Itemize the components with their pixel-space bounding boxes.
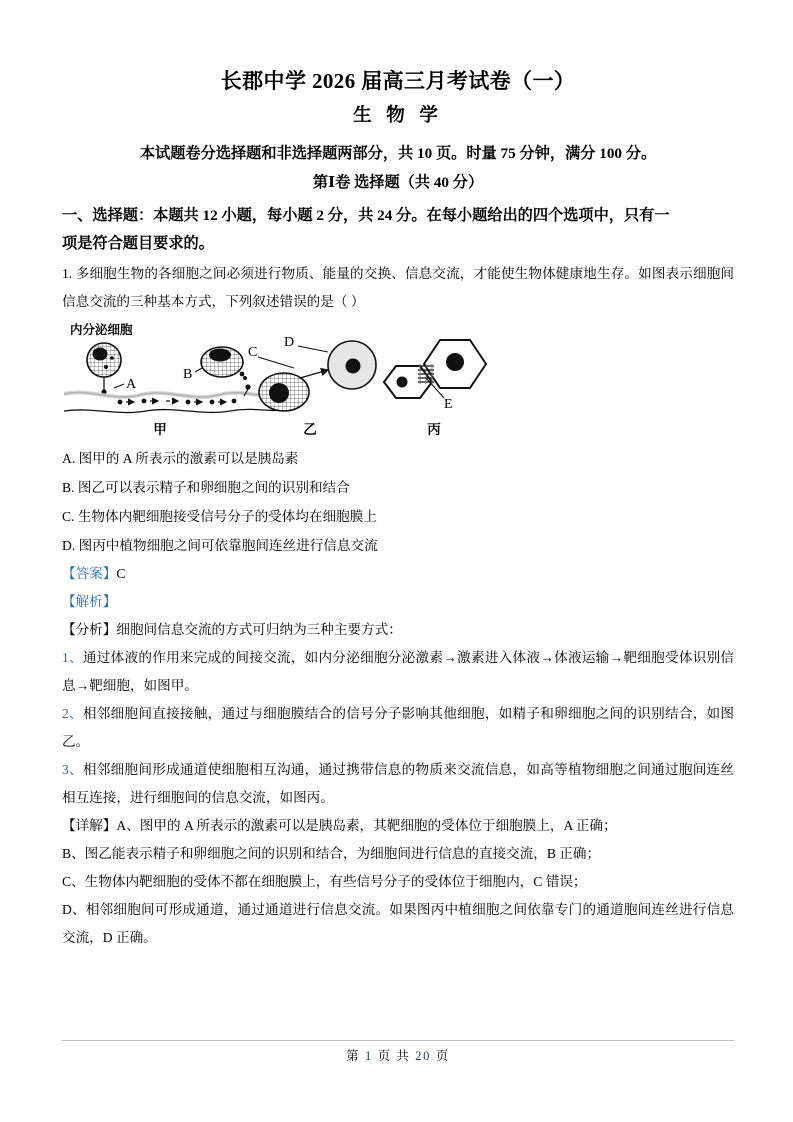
- subject-title: 生 物 学: [353, 106, 443, 126]
- section-heading: [62, 202, 734, 257]
- direct-contact-arrow: [300, 370, 328, 378]
- detail-a: [62, 812, 734, 840]
- figure-panel-caption-bing: 丙: [427, 422, 441, 437]
- explanation-line: [62, 588, 734, 616]
- option-a: [62, 444, 734, 473]
- option-c-key: C.: [62, 509, 75, 524]
- footer-total-pages: 20: [415, 1049, 431, 1063]
- analysis-point-2: [62, 700, 734, 756]
- leader-line-C: [258, 357, 294, 368]
- figure-panel-caption-yi: 乙: [303, 422, 317, 437]
- option-a-text: 图甲的 A 所表示的激素可以是胰岛素: [78, 451, 299, 466]
- receiving-cell-nucleus: [346, 359, 361, 374]
- endocrine-cell-body: [87, 343, 121, 377]
- signal-cell-nucleus: [269, 383, 289, 403]
- analysis-point-3: [62, 756, 734, 812]
- option-a-key: A.: [62, 451, 76, 466]
- answer-line: [62, 560, 734, 588]
- option-d-text: 图丙中植物细胞之间可依靠胞间连丝进行信息交流: [78, 538, 378, 553]
- figure-label-endocrine-cell: 内分泌细胞: [70, 323, 133, 337]
- part-header: 第Ⅰ卷 选择题（共 40 分）: [312, 174, 484, 191]
- leader-line-B: [195, 368, 202, 372]
- option-c-text: 生物体内靶细胞接受信号分子的受体均在细胞膜上: [77, 509, 377, 524]
- option-d-key: D.: [62, 538, 76, 553]
- question-stem-text: 多细胞生物的各细胞之间必须进行物质、能量的交换、信息交流，才能使生物体健康地生存。如图表示细胞间信息交流的三种基本方式，下列叙述错误的是（ ）: [62, 266, 734, 309]
- plasmodesmata: [418, 364, 434, 384]
- question-1-stem: [62, 260, 734, 316]
- analysis-point-1: [62, 644, 734, 700]
- question-number: 1.: [62, 266, 73, 281]
- footer-divider: [62, 1040, 734, 1041]
- receptor-dot-B: [240, 372, 245, 377]
- answer-value: C: [116, 566, 126, 581]
- option-d: [62, 531, 734, 560]
- option-c: [62, 502, 734, 531]
- analysis-intro: [62, 616, 734, 644]
- secretion-granule: [104, 365, 108, 369]
- detail-d: D、相邻细胞间可形成通道，通过通道进行信息交流。如果图丙中植细胞之间依靠专门的通道胞间连丝进行信息交流，D 正确。: [62, 902, 734, 945]
- section-heading-line2: 项是符合题目要求的。: [62, 234, 214, 252]
- vessel-wall-lower: [64, 409, 280, 412]
- page-title: 长郡中学 2026 届高三月考试卷（一）: [220, 69, 576, 93]
- plant-cell-left-nucleus: [397, 377, 408, 388]
- analysis-point-1-text: 通过体液的作用来完成的间接交流，如内分泌细胞分泌激素→激素进入体液→体液运输→靶细胞受体识别信息→靶细胞，如图甲。: [62, 650, 734, 693]
- figure-svg: [62, 322, 492, 440]
- hormone-entering-cell: [245, 384, 250, 389]
- analysis-point-3-num: 3、: [62, 762, 83, 777]
- footer-mid: 页 共: [377, 1049, 411, 1063]
- figure-panel-caption-jia: 甲: [153, 422, 167, 437]
- endocrine-cell-nucleus: [93, 348, 108, 361]
- detail-b: B、图乙能表示精子和卵细胞之间的识别和结合，为细胞间进行信息的直接交流，B 正确；: [62, 846, 601, 861]
- leader-line-A: [114, 384, 124, 388]
- page-content: [62, 66, 734, 952]
- detail-a-text: A、图甲的 A 所表示的激素可以是胰岛素，其靶细胞的受体位于细胞膜上，A 正确；: [116, 818, 617, 833]
- leader-line-D: [298, 346, 328, 352]
- option-b-key: B.: [62, 480, 75, 495]
- analysis-point-1-num: 1、: [62, 650, 83, 665]
- secretion-granule: [110, 356, 114, 360]
- figure-label-B: B: [183, 367, 193, 382]
- footer-suffix: 页: [435, 1049, 450, 1063]
- figure-label-D: D: [284, 335, 295, 350]
- footer-page-number: 1: [365, 1049, 373, 1063]
- figure-label-A: A: [126, 377, 137, 392]
- plant-cell-right-nucleus: [446, 353, 464, 371]
- detail-label: 【详解】: [62, 818, 117, 833]
- answer-label: 【答案】: [62, 566, 117, 581]
- receptor-dot-B: [243, 376, 247, 380]
- footer-prefix: 第: [346, 1049, 361, 1063]
- option-b-text: 图乙可以表示精子和卵细胞之间的识别和结合: [77, 480, 350, 495]
- hormone-flow: [118, 399, 237, 405]
- explanation-label: 【解析】: [62, 594, 117, 609]
- analysis-point-3-text: 相邻细胞间形成通道使细胞相互沟通，通过携带信息的物质来交流信息，如高等植物细胞之间通过胞间连丝相互连接，进行细胞间的信息交流，如图丙。: [62, 762, 734, 805]
- section-heading-line1: 一、选择题：本题共 12 小题，每小题 2 分，共 24 分。在每小题给出的四个选项中，只有一: [62, 207, 670, 224]
- exam-instructions: 本试题卷分选择题和非选择题两部分，共 10 页。时量 75 分钟，满分 100 分。: [139, 145, 657, 162]
- analysis-point-2-text: 相邻细胞间直接接触，通过与细胞膜结合的信号分子影响其他细胞，如精子和卵细胞之间的识别结合，如图乙。: [62, 706, 734, 749]
- analysis-intro-text: 细胞间信息交流的方式可归纳为三种主要方式：: [116, 622, 402, 637]
- figure-label-E: E: [444, 397, 453, 412]
- detail-c: C、生物体内靶细胞的受体不都在细胞膜上，有些信号分子的受体位于细胞内，C 错误；: [62, 874, 587, 889]
- option-b: [62, 473, 734, 502]
- figure-label-C: C: [248, 345, 258, 360]
- vessel-lumen-shade: [64, 392, 280, 397]
- analysis-point-2-num: 2、: [62, 706, 83, 721]
- target-cell-B-nucleus: [209, 349, 231, 362]
- cell-communication-figure: [62, 322, 734, 440]
- analysis-label: 【分析】: [62, 622, 117, 637]
- page-footer: [62, 1046, 734, 1064]
